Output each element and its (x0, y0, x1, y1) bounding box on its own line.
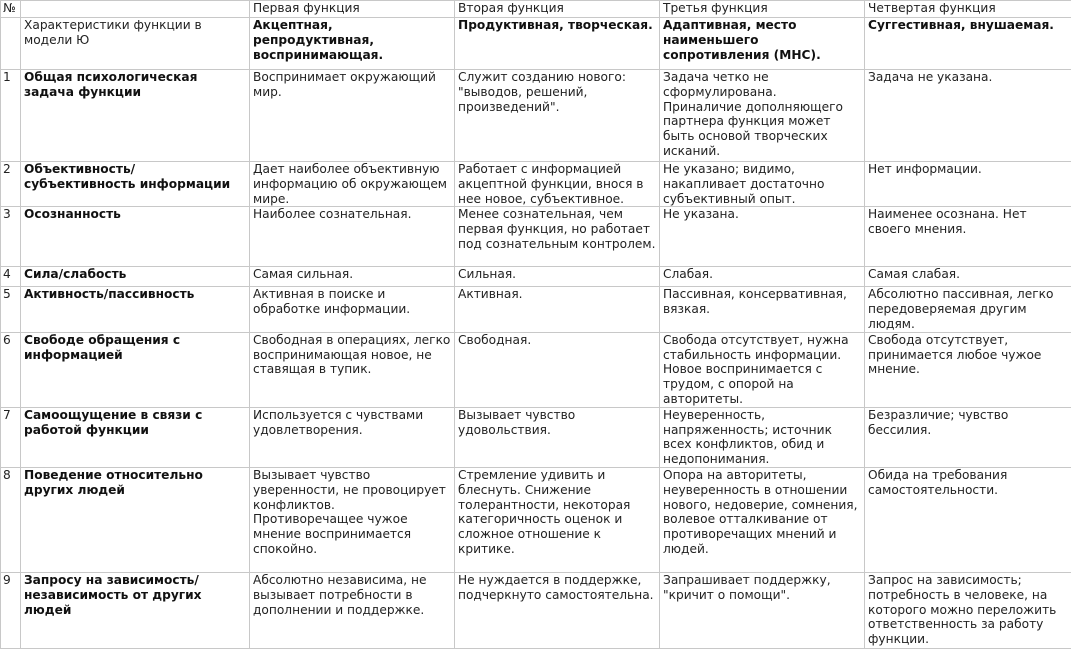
header-second-function: Вторая функция (455, 1, 660, 18)
cell-f1: Используется с чувствами удовлетворения. (250, 407, 455, 467)
cell-f1: Активная в поиске и обработке информации. (250, 287, 455, 332)
cell-f4: Абсолютно пассивная, легко передоверяемая другим людям. (865, 287, 1071, 332)
cell-f2: Сильная. (455, 267, 660, 287)
cell-f4: Задача не указана. (865, 70, 1071, 162)
row-characteristic: Запросу на зависимость/независимость от других людей (21, 572, 250, 648)
cell-f2: Работает с информацией акцептной функции, внося в нее новое, субъективное. (455, 162, 660, 207)
cell-f2: Активная. (455, 287, 660, 332)
cell-f1: Воспринимает окружающий мир. (250, 70, 455, 162)
cell-f4: Обида на требования самостоятельности. (865, 467, 1071, 572)
cell-f1: Дает наиболее объективную информацию об окружающем мире. (250, 162, 455, 207)
cell-f1: Самая сильная. (250, 267, 455, 287)
row-characteristic: Объективность/субъективность информации (21, 162, 250, 207)
header-empty (21, 1, 250, 18)
cell-f1: Свободная в операциях, легко воспринимающая новое, не ставящая в тупик. (250, 332, 455, 407)
row-num: 1 (1, 70, 21, 162)
row-num: 7 (1, 407, 21, 467)
cell-f1-part: Вызывает чувство уверенности, не провоцирует конфликтов. (253, 468, 451, 512)
cell-f3: Неуверенность, напряженность; источник всех конфликтов, обид и недопонимания. (660, 407, 865, 467)
row-characteristic: Активность/пассивность (21, 287, 250, 332)
table-row (1, 267, 1071, 287)
cell-f2: Свободная. (455, 332, 660, 407)
cell-f3 (660, 332, 865, 407)
cell-f2: Вызывает чувство удовольствия. (455, 407, 660, 467)
row-characteristic: Осознанность (21, 207, 250, 267)
row-characteristic: Общая психологическая задача функции (21, 70, 250, 162)
row-num: 4 (1, 267, 21, 287)
cell-f3: Пассивная, консервативная, вязкая. (660, 287, 865, 332)
table-row (1, 467, 1071, 572)
subheader-label: Характеристики функции в модели Ю (21, 18, 250, 70)
cell-f4: Нет информации. (865, 162, 1071, 207)
row-characteristic: Самоощущение в связи с работой функции (21, 407, 250, 467)
table-row (1, 332, 1071, 407)
cell-f4: Запрос на зависимость; потребность в человеке, на которого можно переложить ответственность за работу функции. (865, 572, 1071, 648)
cell-f2: Не нуждается в поддержке, подчеркнуто самостоятельна. (455, 572, 660, 648)
subheader-f3: Адаптивная, место наименьшего сопротивления (МНС). (660, 18, 865, 70)
row-num: 9 (1, 572, 21, 648)
cell-f3-part: Приналичие дополняющего партнера функция может быть основой творческих исканий. (663, 100, 861, 159)
cell-f2: Служит созданию нового: "выводов, решений, произведений". (455, 70, 660, 162)
table-row (1, 407, 1071, 467)
row-num: 6 (1, 332, 21, 407)
cell-f4: Самая слабая. (865, 267, 1071, 287)
cell-f1-part: Противоречащее чужое мнение воспринимается спокойно. (253, 512, 451, 556)
cell-f3 (660, 70, 865, 162)
cell-f1: Абсолютно независима, не вызывает потребности в дополнении и поддержке. (250, 572, 455, 648)
row-num: 3 (1, 207, 21, 267)
cell-f3: Слабая. (660, 267, 865, 287)
header-fourth-function: Четвертая функция (865, 1, 1071, 18)
header-first-function: Первая функция (250, 1, 455, 18)
table-row (1, 162, 1071, 207)
cell-f1 (250, 467, 455, 572)
row-characteristic: Поведение относительно других людей (21, 467, 250, 572)
header-row (1, 1, 1071, 18)
row-characteristic: Сила/слабость (21, 267, 250, 287)
cell-f3-part: Новое воспринимается с трудом, с опорой на авторитеты. (663, 362, 861, 406)
subheader-num (1, 18, 21, 70)
cell-f2: Менее сознательная, чем первая функция, но работает под сознательным контролем. (455, 207, 660, 267)
cell-f4: Свобода отсутствует, принимается любое чужое мнение. (865, 332, 1071, 407)
subheader-row (1, 18, 1071, 70)
cell-f3: Не указано; видимо, накапливает достаточно субъективный опыт. (660, 162, 865, 207)
cell-f3-part: Задача четко не сформулирована. (663, 70, 861, 100)
subheader-f4: Суггестивная, внушаемая. (865, 18, 1071, 70)
cell-f3-part: Свобода отсутствует, нужна стабильность информации. (663, 333, 861, 363)
header-num: № (1, 1, 21, 18)
row-num: 8 (1, 467, 21, 572)
cell-f4: Безразличие; чувство бессилия. (865, 407, 1071, 467)
row-characteristic: Свободе обращения с информацией (21, 332, 250, 407)
cell-f3: Опора на авторитеты, неуверенность в отношении нового, недоверие, сомнения, волевое отталкивание от противоречащих мнений и людей. (660, 467, 865, 572)
cell-f1: Наиболее сознательная. (250, 207, 455, 267)
table-row (1, 70, 1071, 162)
subheader-f2: Продуктивная, творческая. (455, 18, 660, 70)
table-row (1, 287, 1071, 332)
table-row (1, 207, 1071, 267)
cell-f3: Не указана. (660, 207, 865, 267)
cell-f4: Наименее осознана. Нет своего мнения. (865, 207, 1071, 267)
cell-f3: Запрашивает поддержку, "кричит о помощи". (660, 572, 865, 648)
table-row (1, 572, 1071, 648)
header-third-function: Третья функция (660, 1, 865, 18)
row-num: 2 (1, 162, 21, 207)
row-num: 5 (1, 287, 21, 332)
subheader-f1: Акцептная, репродуктивная, воспринимающая. (250, 18, 455, 70)
cell-f2: Стремление удивить и блеснуть. Снижение толерантности, некоторая категоричность оценок и сложное отношение к критике. (455, 467, 660, 572)
